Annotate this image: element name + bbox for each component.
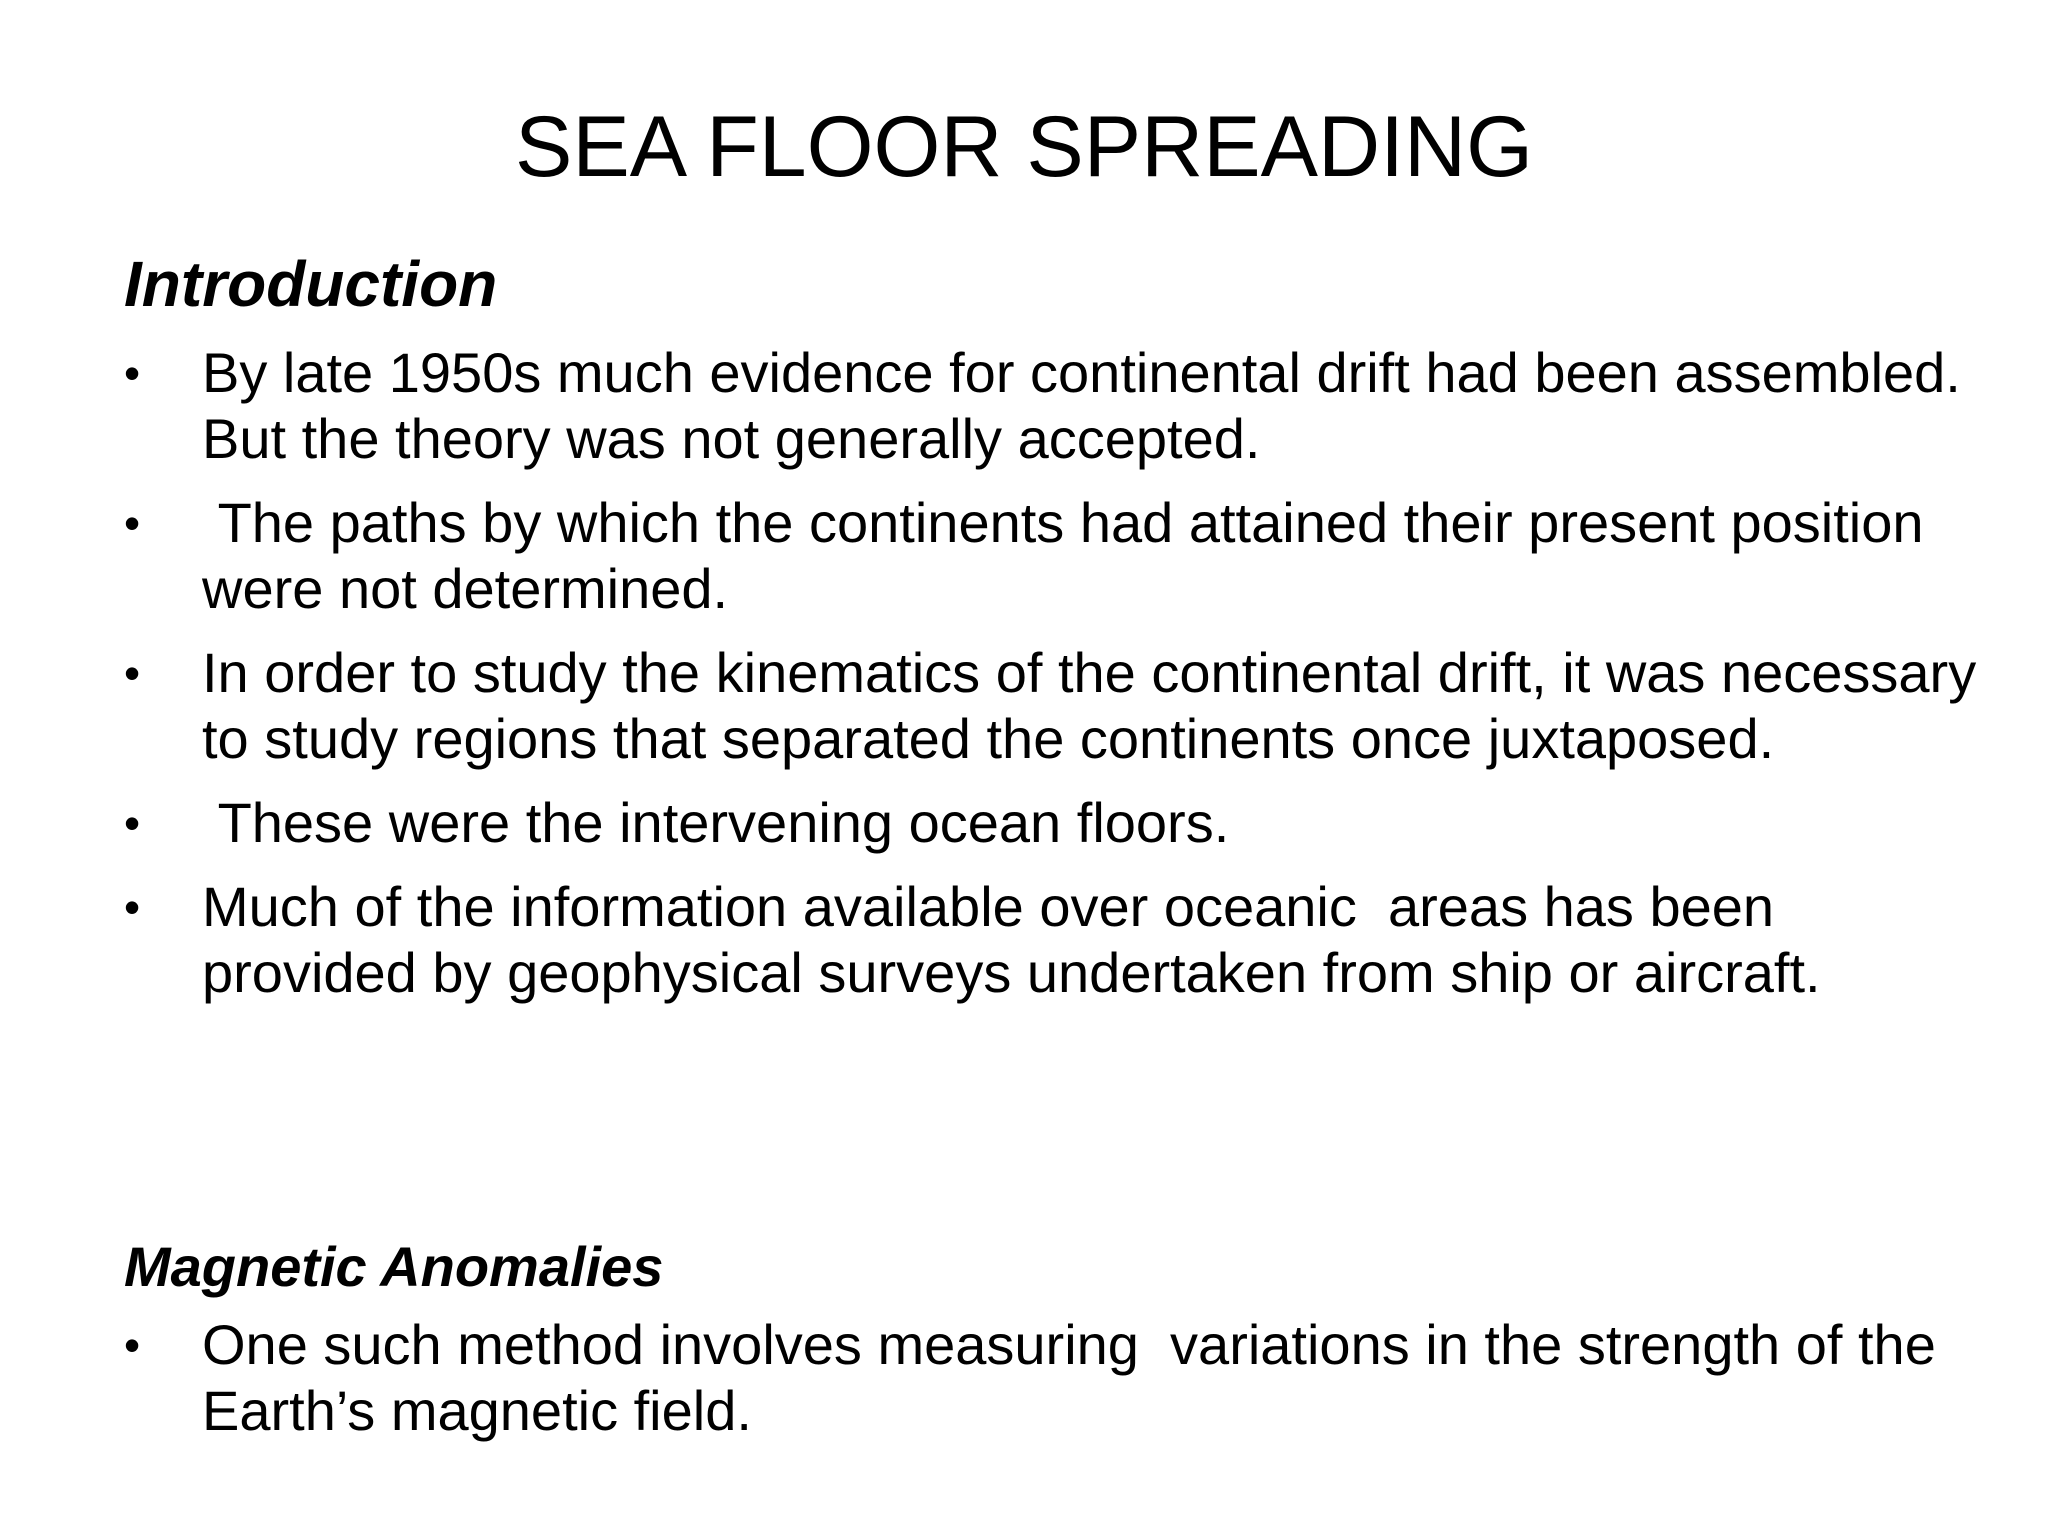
list-item	[124, 640, 2004, 772]
bullet-text: In order to study the kinematics of the continental drift, it was necessary to study regions that separated the continents once juxtaposed.	[202, 641, 1992, 770]
bullet-text: The paths by which the continents had attained their present position were not determined.	[202, 491, 1940, 620]
bullet-text: Much of the information available over oceanic areas has been provided by geophysical surveys undertaken from ship or aircraft.	[202, 875, 1821, 1004]
bullet-icon: •	[124, 497, 141, 549]
list-item	[124, 490, 2004, 622]
list-item	[124, 1312, 2004, 1444]
introduction-bullet-list	[124, 340, 2004, 1024]
section-heading-introduction: Introduction	[124, 248, 498, 320]
bullet-text: These were the intervening ocean floors.	[202, 791, 1230, 854]
list-item	[124, 874, 2004, 1006]
magnetic-anomalies-bullet-list	[124, 1312, 2004, 1462]
slide-title: SEA FLOOR SPREADING	[515, 99, 1533, 195]
section-heading-magnetic-anomalies: Magnetic Anomalies	[124, 1235, 664, 1298]
bullet-icon: •	[124, 1319, 141, 1371]
list-item	[124, 340, 2004, 472]
bullet-icon: •	[124, 647, 141, 699]
bullet-text: By late 1950s much evidence for continental drift had been assembled. But the theory was not generally accepted.	[202, 341, 1977, 470]
bullet-icon: •	[124, 347, 141, 399]
bullet-icon: •	[124, 797, 141, 849]
list-item	[124, 790, 2004, 856]
bullet-text: One such method involves measuring variations in the strength of the Earth’s magnetic field.	[202, 1313, 1952, 1442]
bullet-icon: •	[124, 881, 141, 933]
